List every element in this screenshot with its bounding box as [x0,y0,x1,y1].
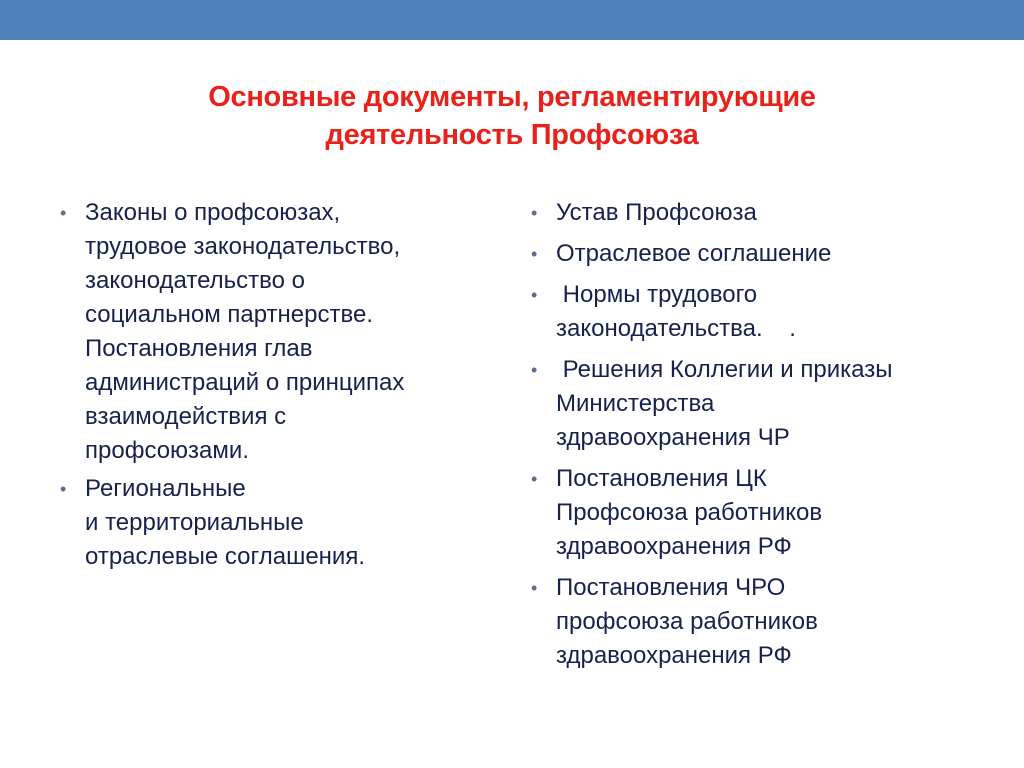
list-item-text: Региональные [85,475,246,502]
list-item [531,278,1001,346]
slide-title-line: Основные документы, регламентирующие [208,81,816,113]
bullet-icon: • [531,285,538,305]
list-item-text: Законы о профсоюзах, [85,199,341,226]
list-item-text: Профсоюза работников [556,499,823,526]
list-item-text: и территориальные [85,509,304,536]
list-item-text: отраслевые соглашения. [85,543,365,570]
list-item [60,196,480,468]
list-item [531,462,1001,564]
list-item-text: администраций о принципах [85,369,405,396]
list-item-text: Нормы трудового [556,281,758,308]
slide-title [0,78,1024,154]
list-item [531,571,1001,673]
bullet-icon: • [531,360,538,380]
bullet-icon: • [60,203,67,223]
list-item [531,196,1001,230]
list-item-text: Постановления ЧРО [556,574,786,601]
bullet-icon: • [531,244,538,264]
bullet-icon: • [531,469,538,489]
list-item-text: взаимодействия с [85,403,287,430]
list-item [60,472,480,574]
list-item-text: законодательства. . [556,315,796,342]
slide-title-line: деятельность Профсоюза [325,119,699,151]
list-item-text: социальном партнерстве. [85,301,373,328]
list-item-text: профсоюза работников [556,608,818,635]
bullet-icon: • [531,578,538,598]
list-item-text: законодательство о [85,267,305,294]
list-item-text: здравоохранения РФ [556,533,792,560]
list-item-text: Отраслевое соглашение [556,240,832,267]
list-item-text: Постановления глав [85,335,313,362]
bullet-icon: • [531,203,538,223]
right-bullet-list [531,196,1001,680]
list-item-text: профсоюзами. [85,437,249,464]
top-accent-bar [0,0,1024,40]
left-bullet-list [60,196,480,578]
list-item-text: Устав Профсоюза [556,199,757,226]
list-item [531,237,1001,271]
list-item-text: Министерства [556,390,715,417]
list-item-text: Постановления ЦК [556,465,767,492]
bullet-icon: • [60,479,67,499]
list-item-text: здравоохранения РФ [556,642,792,669]
list-item-text: здравоохранения ЧР [556,424,790,451]
list-item-text: трудовое законодательство, [85,233,401,260]
list-item-text: Решения Коллегии и приказы [556,356,893,383]
list-item [531,353,1001,455]
